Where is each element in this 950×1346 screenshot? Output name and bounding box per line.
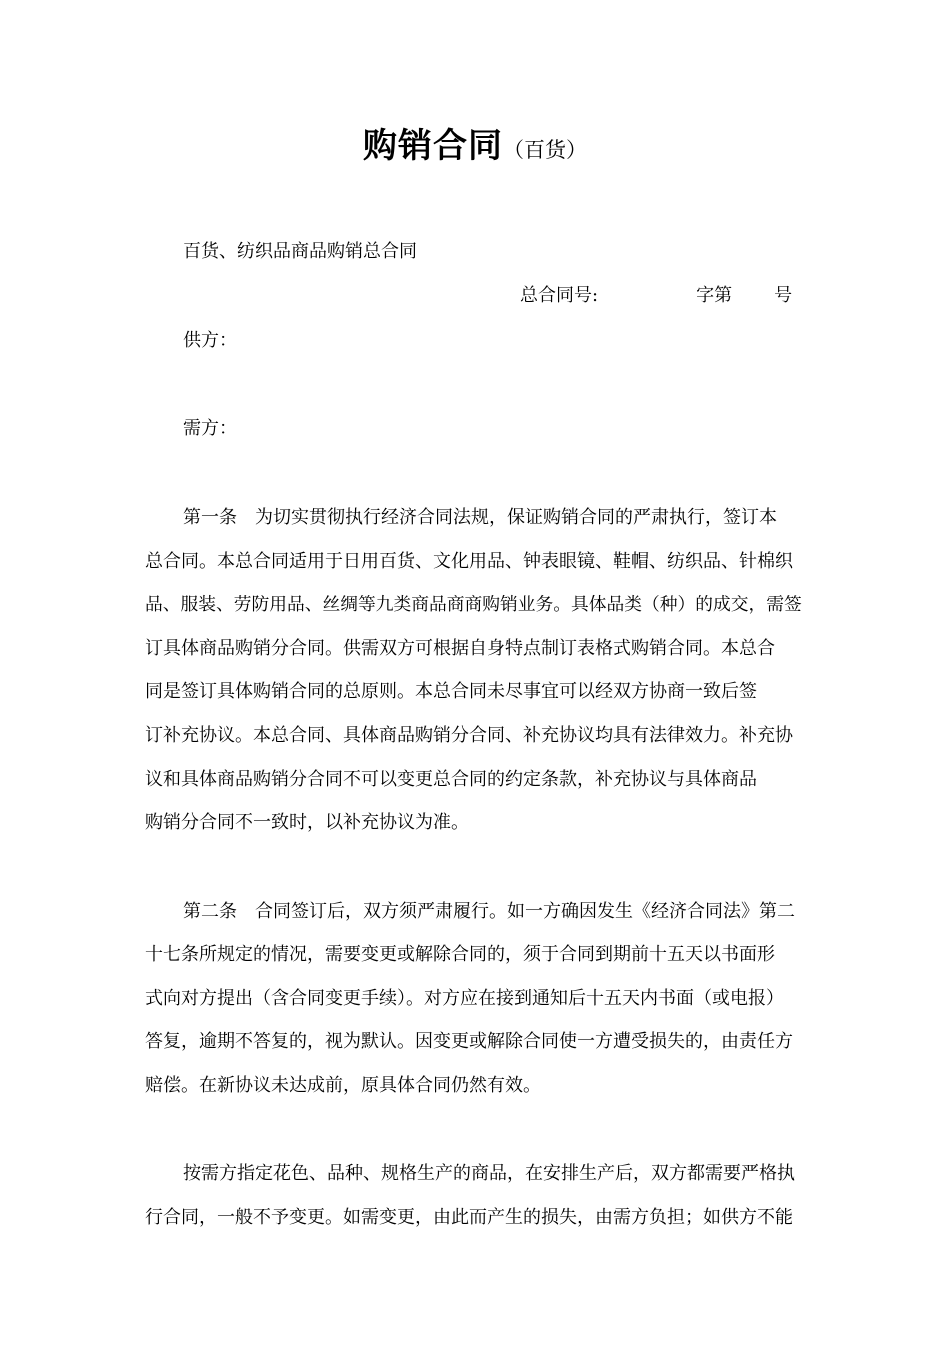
paragraph-line: 行合同，一般不予变更。如需变更，由此而产生的损失，由需方负担；如供方不能 xyxy=(145,1207,793,1228)
paragraph-line: 同是签订具体购销合同的总原则。本总合同未尽事宜可以经双方协商一致后签 xyxy=(145,681,757,702)
contract-number-hao: 号 xyxy=(774,285,793,306)
paragraph-line: 订补充协议。本总合同、具体商品购销分合同、补充协议均具有法律效力。补充协 xyxy=(145,725,793,746)
paragraph-line: 第一条 为切实贯彻执行经济合同法规，保证购销合同的严肃执行，签订本 xyxy=(183,507,777,528)
paragraph-line: 议和具体商品购销分合同不可以变更总合同的约定条款，补充协议与具体商品 xyxy=(145,769,757,790)
title-sub: （百货） xyxy=(503,138,587,162)
contract-number-zi: 字第 xyxy=(696,285,733,306)
title-main: 购销合同 xyxy=(363,126,503,166)
contract-number-line xyxy=(520,284,792,308)
paragraph-line: 购销分合同不一致时，以补充协议为准。 xyxy=(145,812,469,833)
paragraph-line: 式向对方提出（含合同变更手续）。对方应在接到通知后十五天内书面（或电报） xyxy=(145,988,784,1009)
paragraph-line: 总合同。本总合同适用于日用百货、文化用品、钟表眼镜、鞋帽、纺织品、针棉织 xyxy=(145,551,793,572)
paragraph-line: 品、服装、劳防用品、丝绸等九类商品商商购销业务。具体品类（种）的成交，需签 xyxy=(145,595,802,615)
paragraph-line: 第二条 合同签订后，双方须严肃履行。如一方确因发生《经济合同法》第二 xyxy=(183,901,795,922)
paragraph-line: 订具体商品购销分合同。供需双方可根据自身特点制订表格式购销合同。本总合 xyxy=(145,638,775,659)
document-title xyxy=(0,118,950,167)
paragraph-line: 答复，逾期不答复的，视为默认。因变更或解除合同使一方遭受损失的，由责任方 xyxy=(145,1031,793,1052)
paragraph-line: 十七条所规定的情况，需要变更或解除合同的，须于合同到期前十五天以书面形 xyxy=(145,944,775,965)
supplier-label: 供方： xyxy=(183,330,237,351)
buyer-label: 需方： xyxy=(183,418,237,439)
paragraph-line: 赔偿。在新协议未达成前，原具体合同仍然有效。 xyxy=(145,1075,541,1096)
contract-number-label: 总合同号: xyxy=(520,285,599,306)
paragraph-line: 按需方指定花色、品种、规格生产的商品，在安排生产后，双方都需要严格执 xyxy=(183,1163,795,1184)
contract-subtitle: 百货、纺织品商品购销总合同 xyxy=(183,241,417,262)
